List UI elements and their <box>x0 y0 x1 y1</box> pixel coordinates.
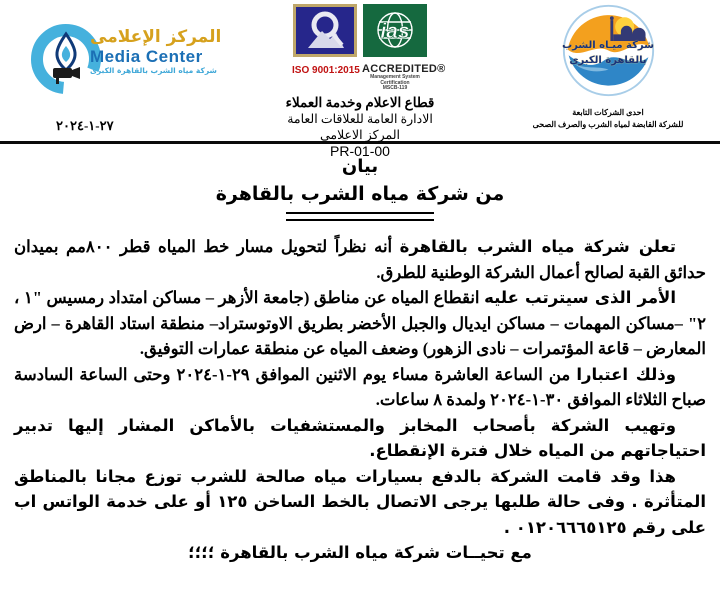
title-line-2: من شركة مياه الشرب بالقاهرة <box>215 183 505 205</box>
dept-line-sector: قطاع الاعلام وخدمة العملاء <box>285 94 435 110</box>
company-logo-text-1: شركة ميـاه الشرب <box>562 40 654 51</box>
accredited-subline: MSCB-119 <box>382 85 408 91</box>
statement-title <box>0 154 720 221</box>
camera-icon <box>53 67 80 84</box>
accredited-subline: Management System <box>370 74 420 80</box>
paragraph-schedule <box>14 362 706 413</box>
department-block <box>242 95 478 159</box>
affiliation-line-2: للشركة القابضة لمياه الشرب والصرف الصحى <box>532 120 684 129</box>
ias-globe-icon <box>363 4 427 57</box>
media-center-title-en: Media Center <box>90 47 203 66</box>
accredited-subline: Certification <box>380 79 410 86</box>
header-center-block <box>242 4 478 159</box>
iso-9001-badge <box>292 4 358 76</box>
company-affiliation <box>520 107 696 131</box>
iso-9001-label: ISO 9001:2015 <box>292 65 360 76</box>
affiliation-line-1: احدى الشركات التابعة <box>572 108 644 117</box>
paragraph-affected-areas <box>14 285 706 362</box>
media-center-logo <box>26 18 221 98</box>
paragraph-rest: انقطاع المياه عن مناطق (جامعة الأزهر – مساكن امتداد رمسيس "١ ، ٢" –مساكن المهمات – مساكن ايديال والجبل الأخضر بطريق الاوتوستراد– منطقة استاد القاهرة – ارض المعارض – قاعة المؤتمرات – نادى الزهور) وضعف المياه عن منطقة عمارات التوفيق. <box>14 288 706 358</box>
paragraph-lead: تعلن شركة مياه الشرب بالقاهرة <box>399 237 676 256</box>
statement-text <box>14 234 706 566</box>
accredited-label: ACCREDITED® <box>362 63 446 75</box>
paragraph-rest: من الساعة العاشرة مساء يوم الاثنين الموافق ٢٩-١-٢٠٢٤ وحتى الساعة السادسة صباح الثلاثاء الموافق ٣٠-١-٢٠٢٤ ولمدة ٨ ساعات. <box>14 364 706 409</box>
paragraph-advisory: وتهيب الشركة بأصحاب المخابز والمستشفيات بالأماكن المشار إليها تدبير احتياجاتهم من المياه خلال فترة الإنقطاع. <box>14 415 706 460</box>
paragraph-water-trucks-hotline: هذا وقد قامت الشركة بالدفع بسيارات مياه صالحة للشرب توزع مجانا بالمناطق المتأثرة . وفى حالة طلبها يرجى الاتصال بالخط الساخن ١٢٥ أو على خدمة الواتس اب على رقم ٠١٢٠٦٦٦٥١٢٥ . <box>14 466 706 537</box>
title-underline <box>286 212 434 221</box>
company-logo <box>520 3 696 131</box>
closing-salutation: مع تحيــات شركة مياه الشرب بالقاهرة ؛؛؛؛ <box>188 543 532 562</box>
media-center-title-ar: المركز الإعلامى <box>90 27 222 47</box>
letterhead <box>0 0 720 159</box>
paragraph-lead: الأمر الذى سيترتب عليه <box>484 288 676 307</box>
statement-body <box>0 154 720 566</box>
dept-line-media-center: المركز الاعلامى <box>319 127 400 142</box>
paragraph-rest: أنه نظراً لتحويل مسار خط المياه قطر ٨٠٠مم بميدان حدائق القبة لصالح أعمال الشركة الوطنية للطرق. <box>14 237 706 282</box>
ias-accredited-badge <box>362 4 446 92</box>
dept-line-administration: الادارة العامة للعلاقات العامة <box>287 111 433 126</box>
document-date: ٢٧-١-٢٠٢٤ <box>56 118 114 133</box>
ias-label: ias <box>380 20 410 43</box>
company-logo-text-2: بالقاهرة الكبرى <box>569 55 647 66</box>
paragraph-lead: وذلك اعتبارا <box>576 364 677 384</box>
media-center-subtitle: شركة مياه الشرب بالقاهرة الكبرى <box>90 66 217 75</box>
title-line-1: بيان <box>341 156 379 177</box>
document-reference-code: PR-01-00 <box>330 142 390 159</box>
paragraph-announcement <box>14 234 706 285</box>
iso-9001-badge-icon <box>293 4 357 57</box>
